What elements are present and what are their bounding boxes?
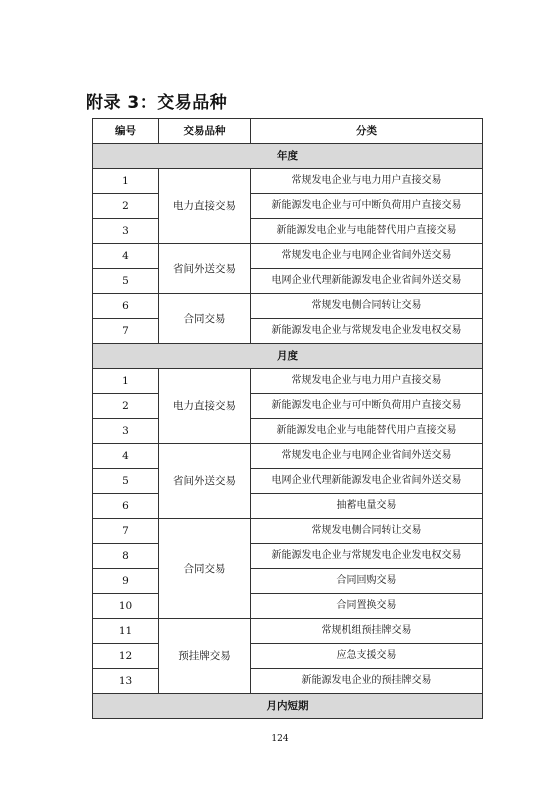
row-number: 3 <box>93 219 159 244</box>
section-row <box>93 694 483 719</box>
header-trading-type: 交易品种 <box>159 119 251 144</box>
table-body <box>93 144 483 719</box>
table-row <box>93 569 483 594</box>
row-number: 1 <box>93 369 159 394</box>
table-row <box>93 219 483 244</box>
row-number: 11 <box>93 619 159 644</box>
row-number: 9 <box>93 569 159 594</box>
category-cell: 电网企业代理新能源发电企业省间外送交易 <box>251 269 483 294</box>
row-number: 7 <box>93 519 159 544</box>
category-cell: 合同回购交易 <box>251 569 483 594</box>
page-number: 124 <box>271 734 289 744</box>
table-row <box>93 494 483 519</box>
category-cell: 电网企业代理新能源发电企业省间外送交易 <box>251 469 483 494</box>
trading-type-cell: 省间外送交易 <box>159 244 251 294</box>
table-row <box>93 244 483 269</box>
trading-type-cell: 电力直接交易 <box>159 169 251 244</box>
category-cell: 常规发电企业与电力用户直接交易 <box>251 169 483 194</box>
table-row <box>93 444 483 469</box>
table-row <box>93 394 483 419</box>
category-cell: 常规机组预挂牌交易 <box>251 619 483 644</box>
row-number: 1 <box>93 169 159 194</box>
table-row <box>93 594 483 619</box>
row-number: 7 <box>93 319 159 344</box>
category-cell: 新能源发电企业与常规发电企业发电权交易 <box>251 319 483 344</box>
table-row <box>93 319 483 344</box>
trading-type-cell: 预挂牌交易 <box>159 619 251 694</box>
trading-type-cell: 电力直接交易 <box>159 369 251 444</box>
category-cell: 新能源发电企业与电能替代用户直接交易 <box>251 219 483 244</box>
section-title: 年度 <box>93 144 483 169</box>
row-number: 5 <box>93 269 159 294</box>
category-cell: 常规发电侧合同转让交易 <box>251 519 483 544</box>
table-row <box>93 294 483 319</box>
row-number: 6 <box>93 294 159 319</box>
table-row <box>93 669 483 694</box>
trading-type-cell: 合同交易 <box>159 519 251 619</box>
trading-type-cell: 省间外送交易 <box>159 444 251 519</box>
row-number: 2 <box>93 394 159 419</box>
row-number: 4 <box>93 244 159 269</box>
category-cell: 抽蓄电量交易 <box>251 494 483 519</box>
category-cell: 新能源发电企业与常规发电企业发电权交易 <box>251 544 483 569</box>
row-number: 6 <box>93 494 159 519</box>
page-title: 附录 3：交易品种 <box>86 93 228 113</box>
table-row <box>93 469 483 494</box>
section-row <box>93 344 483 369</box>
table-row <box>93 519 483 544</box>
category-cell: 新能源发电企业与可中断负荷用户直接交易 <box>251 194 483 219</box>
category-cell: 常规发电企业与电网企业省间外送交易 <box>251 244 483 269</box>
category-cell: 新能源发电企业与可中断负荷用户直接交易 <box>251 394 483 419</box>
table-row <box>93 544 483 569</box>
section-title: 月内短期 <box>93 694 483 719</box>
table-row <box>93 194 483 219</box>
row-number: 10 <box>93 594 159 619</box>
row-number: 3 <box>93 419 159 444</box>
row-number: 13 <box>93 669 159 694</box>
row-number: 4 <box>93 444 159 469</box>
table-header-row <box>93 119 483 144</box>
row-number: 8 <box>93 544 159 569</box>
header-category: 分类 <box>251 119 483 144</box>
table-row <box>93 369 483 394</box>
table-row <box>93 619 483 644</box>
header-number: 编号 <box>93 119 159 144</box>
trading-type-cell: 合同交易 <box>159 294 251 344</box>
table-row <box>93 269 483 294</box>
category-cell: 新能源发电企业的预挂牌交易 <box>251 669 483 694</box>
category-cell: 新能源发电企业与电能替代用户直接交易 <box>251 419 483 444</box>
trading-types-table <box>92 118 483 719</box>
category-cell: 常规发电企业与电网企业省间外送交易 <box>251 444 483 469</box>
category-cell: 应急支援交易 <box>251 644 483 669</box>
category-cell: 常规发电侧合同转让交易 <box>251 294 483 319</box>
row-number: 2 <box>93 194 159 219</box>
category-cell: 常规发电企业与电力用户直接交易 <box>251 369 483 394</box>
row-number: 5 <box>93 469 159 494</box>
row-number: 12 <box>93 644 159 669</box>
table-row <box>93 169 483 194</box>
section-title: 月度 <box>93 344 483 369</box>
category-cell: 合同置换交易 <box>251 594 483 619</box>
table-row <box>93 644 483 669</box>
table-row <box>93 419 483 444</box>
section-row <box>93 144 483 169</box>
